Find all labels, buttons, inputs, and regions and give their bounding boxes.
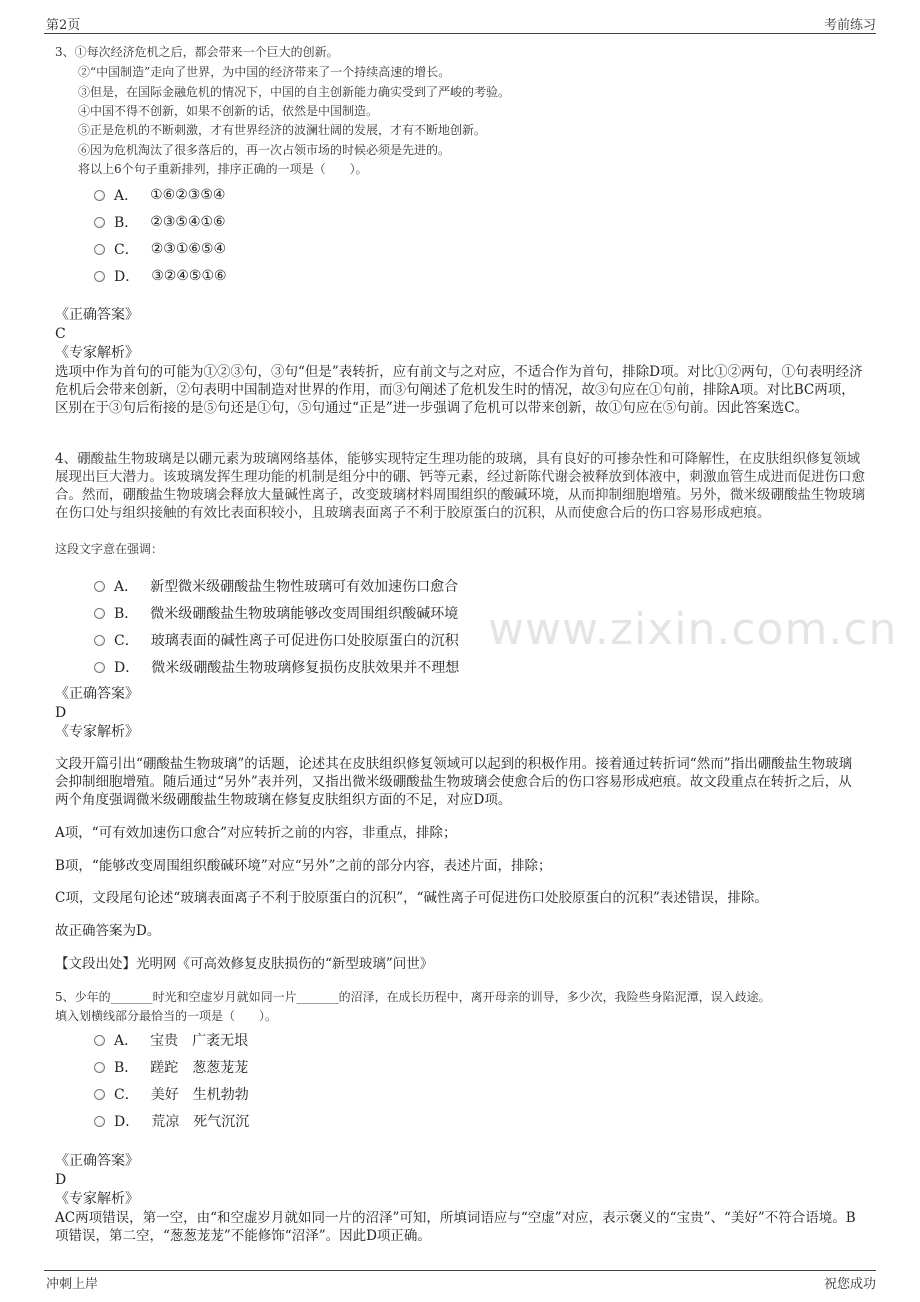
radio-icon[interactable]	[94, 662, 105, 673]
option-text: ①⑥②③⑤④	[150, 187, 226, 203]
q5-analysis-label: 《专家解析》	[55, 1191, 139, 1207]
q3-line-3: ③但是，在国际金融危机的情况下，中国的自主创新能力确实受到了严峻的考验。	[78, 85, 511, 99]
radio-icon[interactable]	[94, 1116, 105, 1127]
q4-source: 【文段出处】光明网《可高效修复皮肤损伤的“新型玻璃”问世》	[55, 956, 434, 972]
option-text: 微米级硼酸盐生物玻璃能够改变周围组织酸碱环境	[150, 606, 459, 622]
q4-analysis-p5: 故正确答案为D。	[55, 923, 161, 939]
option-letter: C．	[114, 633, 139, 649]
q4-option-a[interactable]	[94, 576, 458, 596]
radio-icon[interactable]	[94, 635, 105, 646]
option-text: 微米级硼酸盐生物玻璃修复损伤皮肤效果并不理想	[151, 660, 460, 676]
watermark: www.zixin.com.cn	[488, 604, 898, 655]
page-number: 第2页	[46, 18, 81, 33]
q4-analysis-label: 《专家解析》	[55, 724, 139, 740]
q5-analysis: AC两项错误，第一空，由“和空虚岁月就如同一片的沼泽”可知，所填词语应与“空虚”对应，表示褒义的“宝贵”、“美好”不符合语境。B项错误，第二空，“葱葱茏茏”不能修饰“沼泽”。因此D项正确。	[55, 1210, 856, 1244]
header-rule	[44, 33, 876, 34]
radio-icon[interactable]	[94, 217, 105, 228]
option-letter: C．	[114, 242, 139, 258]
radio-icon[interactable]	[94, 271, 105, 282]
q4-answer: D	[55, 705, 67, 721]
q4-analysis-p1: 文段开篇引出“硼酸盐生物玻璃”的话题，论述其在皮肤组织修复领域可以起到的积极作用。接着通过转折词“然而”指出硼酸盐生物玻璃会抑制细胞增殖。随后通过“另外”表并列，又指出微米级硼酸盐生物玻璃会使愈合后的伤口容易形成疤痕。故文段重点在转折之后，从两个角度强调微米级硼酸盐生物玻璃在修复皮肤组织方面的不足，对应D项。	[55, 756, 853, 808]
q3-option-d[interactable]	[94, 266, 227, 286]
q3-line-6: ⑥因为危机淘汰了很多落后的，再一次占领市场的时候必须是先进的。	[78, 143, 451, 157]
q3-option-b[interactable]	[94, 212, 226, 232]
option-letter: A．	[114, 1033, 139, 1049]
option-letter: B．	[114, 606, 139, 622]
q4-answer-label: 《正确答案》	[55, 686, 139, 702]
option-text: 蹉跎 葱葱茏茏	[150, 1060, 249, 1076]
option-text: 美好 生机勃勃	[150, 1087, 249, 1103]
q4-analysis-p4: C项，文段尾句论述“玻璃表面离子不利于胶原蛋白的沉积”，“碱性离子可促进伤口处胶原蛋白的沉积”表述错误，排除。	[55, 890, 768, 906]
q3-line-4: ④中国不得不创新，如果不创新的话，依然是中国制造。	[78, 104, 379, 118]
q3-instruction: 将以上6个句子重新排列，排序正确的一项是（ ）。	[78, 162, 368, 176]
q3-line-5: ⑤正是危机的不断刺激，才有世界经济的波澜壮阔的发展，才有不断地创新。	[78, 123, 487, 137]
radio-icon[interactable]	[94, 1062, 105, 1073]
footer-left-label: 冲刺上岸	[46, 1277, 99, 1292]
radio-icon[interactable]	[94, 1089, 105, 1100]
option-letter: B．	[114, 215, 139, 231]
q4-analysis-p2: A项，“可有效加速伤口愈合”对应转折之前的内容，非重点，排除；	[55, 825, 457, 841]
option-letter: C．	[114, 1087, 139, 1103]
q3-answer: C	[55, 326, 66, 342]
radio-icon[interactable]	[94, 244, 105, 255]
radio-icon[interactable]	[94, 581, 105, 592]
q5-option-b[interactable]	[94, 1057, 248, 1077]
option-text: 宝贵 广袤无垠	[150, 1033, 249, 1049]
option-letter: A．	[114, 188, 139, 204]
q5-answer-label: 《正确答案》	[55, 1153, 139, 1169]
q4-passage: 4、硼酸盐生物玻璃是以硼元素为玻璃网络基体，能够实现特定生理功能的玻璃，具有良好的可掺杂性和可降解性，在皮肤组织修复领域展现出巨大潜力。该玻璃发挥生理功能的机制是组分中的硼、钙等元素，经过新陈代谢会被释放到体液中，刺激血管生成进而促进伤口愈合。然而，硼酸盐生物玻璃会释放大量碱性离子，改变玻璃材料周围组织的酸碱环境，从而抑制细胞增殖。另外，微米级硼酸盐生物玻璃在伤口处与组织接触的有效比表面积较小，且玻璃表面离子不利于胶原蛋白的沉积，从而使愈合后的伤口容易形成疤痕。	[55, 451, 865, 521]
option-text: 玻璃表面的碱性离子可促进伤口处胶原蛋白的沉积	[150, 633, 459, 649]
q3-analysis: 选项中作为首句的可能为①②③句，③句“但是”表转折，应有前文与之对应，不适合作为首句，排除D项。对比①②两句，①句表明经济危机后会带来创新，②句表明中国制造对世界的作用，而③句阐述了危机发生时的情况，故③句应在①句前，排除A项。对比BC两项，区别在于③句后衔接的是⑤句还是①句，⑤句通过“正是”进一步强调了危机可以带来创新，故①句应在⑤句前。因此答案选C。	[55, 364, 863, 416]
option-text: ②③⑤④①⑥	[150, 214, 226, 230]
q5-option-c[interactable]	[94, 1084, 249, 1104]
option-letter: B．	[114, 1060, 139, 1076]
header-right-label: 考前练习	[823, 18, 876, 33]
radio-icon[interactable]	[94, 190, 105, 201]
q3-answer-label: 《正确答案》	[55, 307, 139, 323]
q5-option-d[interactable]	[94, 1111, 249, 1131]
option-letter: A．	[114, 579, 139, 595]
option-text: ②③①⑥⑤④	[150, 241, 227, 257]
q3-line-1: 3、①每次经济危机之后，都会带来一个巨大的创新。	[55, 45, 339, 59]
radio-icon[interactable]	[94, 1035, 105, 1046]
q3-option-c[interactable]	[94, 239, 226, 259]
q3-analysis-label: 《专家解析》	[55, 345, 139, 361]
q4-option-d[interactable]	[94, 657, 459, 677]
q5-stem: 5、少年的_______时光和空虚岁月就如同一片_______的沼泽，在成长历程中，离开母亲的训导，多少次，我险些身陷泥潭，误入歧途。	[55, 990, 771, 1004]
option-letter: D．	[114, 1114, 140, 1130]
q5-instruction: 填入划横线部分最恰当的一项是（ ）。	[55, 1009, 278, 1023]
q4-option-c[interactable]	[94, 630, 459, 650]
option-text: 新型微米级硼酸盐生物性玻璃可有效加速伤口愈合	[150, 579, 459, 595]
q3-line-2: ②“中国制造”走向了世界，为中国的经济带来了一个持续高速的增长。	[78, 65, 451, 79]
footer-right-label: 祝您成功	[823, 1277, 876, 1292]
q3-option-a[interactable]	[94, 185, 225, 205]
option-text: 荒凉 死气沉沉	[151, 1114, 250, 1130]
q4-prompt: 这段文字意在强调：	[55, 542, 164, 556]
option-letter: D．	[114, 269, 140, 285]
radio-icon[interactable]	[94, 608, 105, 619]
q5-answer: D	[55, 1172, 67, 1188]
option-text: ③②④⑤①⑥	[151, 268, 227, 284]
option-letter: D．	[114, 660, 140, 676]
q4-option-b[interactable]	[94, 603, 458, 623]
q4-analysis-p3: B项，“能够改变周围组织酸碱环境”对应“另外”之前的部分内容，表述片面，排除；	[55, 858, 552, 874]
q5-option-a[interactable]	[94, 1030, 248, 1050]
footer-rule	[44, 1270, 876, 1271]
